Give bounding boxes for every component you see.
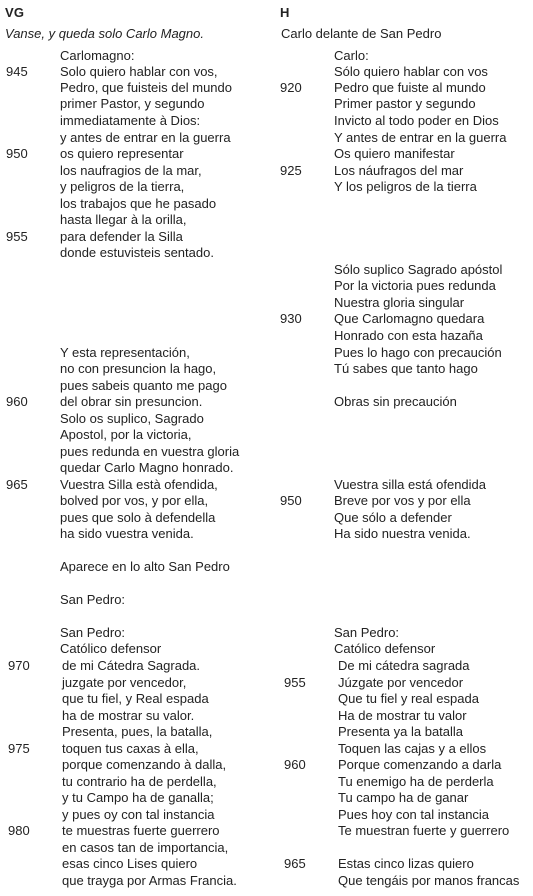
verse-line: San Pedro: — [60, 592, 126, 607]
verse-line: los trabajos que he pasado — [60, 196, 217, 211]
verse-line: Invicto al todo poder en Dios — [334, 113, 499, 128]
verse-line: San Pedro: — [334, 625, 400, 640]
verse-line: Y los peligros de la tierra — [334, 179, 477, 194]
verse-line: Carlomagno: — [60, 48, 135, 63]
verse-line: San Pedro: — [60, 625, 126, 640]
verse-line: Que sólo a defender — [334, 510, 452, 525]
line-number: 970 — [8, 658, 30, 673]
verse-line: esas cinco Lises quiero — [62, 856, 198, 871]
verse-line: Presenta, pues, la batalla, — [62, 724, 213, 739]
line-number: 955 — [6, 229, 28, 244]
verse-line: bolved por vos, y por ella, — [60, 493, 209, 508]
line-number: 960 — [284, 757, 306, 772]
verse-line: Que tengáis por manos francas — [338, 873, 520, 888]
verse-line: y tu Campo ha de ganalla; — [62, 790, 214, 805]
line-number: 950 — [6, 146, 28, 161]
verse-line: os quiero representar — [60, 146, 184, 161]
verse-line: y antes de entrar en la guerra — [60, 130, 231, 145]
verse-line: Júzgate por vencedor — [338, 675, 464, 690]
verse-line: Pedro que fuiste al mundo — [334, 80, 486, 95]
verse-line: Aparece en lo alto San Pedro — [60, 559, 230, 574]
verse-line: Porque comenzando a darla — [338, 757, 502, 772]
verse-line: tu contrario ha de perdella, — [62, 774, 217, 789]
verse-line: Os quiero manifestar — [334, 146, 455, 161]
stage-direction-h: Carlo delante de San Pedro — [281, 26, 442, 41]
verse-line: donde estuvisteis sentado. — [60, 245, 214, 260]
line-number: 920 — [280, 80, 302, 95]
verse-line: Católico defensor — [334, 641, 436, 656]
verse-line: los naufragios de la mar, — [60, 163, 202, 178]
verse-line: Pedro, que fuisteis del mundo — [60, 80, 232, 95]
verse-line: Sólo quiero hablar con vos — [334, 64, 488, 79]
verse-line: porque comenzando à dalla, — [62, 757, 227, 772]
verse-line: Presenta ya la batalla — [338, 724, 464, 739]
line-number: 945 — [6, 64, 28, 79]
verse-line: en casos tan de importancia, — [62, 840, 229, 855]
line-number: 980 — [8, 823, 30, 838]
verse-line: pues que solo à defendella — [60, 510, 216, 525]
verse-line: Carlo: — [334, 48, 369, 63]
verse-line: Ha de mostrar tu valor — [338, 708, 467, 723]
verse-line: pues redunda en vuestra gloria — [60, 444, 240, 459]
verse-line: ha de mostrar su valor. — [62, 708, 195, 723]
line-number: 955 — [284, 675, 306, 690]
verse-line: Católico defensor — [60, 641, 162, 656]
verse-line: para defender la Silla — [60, 229, 183, 244]
verse-line: Honrado con esta hazaña — [334, 328, 483, 343]
verse-line: Pues hoy con tal instancia — [338, 807, 490, 822]
verse-line: Tu enemigo ha de perderla — [338, 774, 494, 789]
verse-line: del obrar sin presuncion. — [60, 394, 203, 409]
line-number: 930 — [280, 311, 302, 326]
verse-line: Solo quiero hablar con vos, — [60, 64, 218, 79]
verse-line: Primer pastor y segundo — [334, 96, 476, 111]
verse-line: Vuestra silla está ofendida — [334, 477, 487, 492]
column-heading-h: H — [280, 5, 290, 20]
line-number: 950 — [280, 493, 302, 508]
verse-line: Tú sabes que tanto hago — [334, 361, 478, 376]
line-number: 925 — [280, 163, 302, 178]
verse-line: Nuestra gloria singular — [334, 295, 465, 310]
verse-line: Y esta representación, — [60, 345, 190, 360]
verse-line: toquen tus caxas à ella, — [62, 741, 199, 756]
verse-line: de mi Cátedra Sagrada. — [62, 658, 201, 673]
line-number: 965 — [284, 856, 306, 871]
verse-line: que tu fiel, y Real espada — [62, 691, 209, 706]
line-number: 965 — [6, 477, 28, 492]
verse-line: Estas cinco lizas quiero — [338, 856, 474, 871]
verse-line: Solo os suplico, Sagrado — [60, 411, 204, 426]
verse-line: Por la victoria pues redunda — [334, 278, 496, 293]
verse-line: Ha sido nuestra venida. — [334, 526, 471, 541]
verse-line: Sólo suplico Sagrado apóstol — [334, 262, 503, 277]
verse-line: Breve por vos y por ella — [334, 493, 471, 508]
verse-line: Te muestran fuerte y guerrero — [338, 823, 510, 838]
column-heading-vg: VG — [5, 5, 25, 20]
line-number: 975 — [8, 741, 30, 756]
verse-line: pues sabeis quanto me pago — [60, 378, 227, 393]
verse-line: Vuestra Silla està ofendida, — [60, 477, 218, 492]
verse-line: primer Pastor, y segundo — [60, 96, 205, 111]
verse-line: te muestras fuerte guerrero — [62, 823, 220, 838]
verse-line: Que Carlomagno quedara — [334, 311, 485, 326]
verse-line: De mi cátedra sagrada — [338, 658, 470, 673]
verse-line: hasta llegar à la orilla, — [60, 212, 187, 227]
verse-line: Toquen las cajas y a ellos — [338, 741, 487, 756]
verse-line: Tu campo ha de ganar — [338, 790, 469, 805]
verse-line: Los náufragos del mar — [334, 163, 464, 178]
verse-line: Apostol, por la victoria, — [60, 427, 192, 442]
verse-line: ha sido vuestra venida. — [60, 526, 194, 541]
verse-line: immediatamente à Dios: — [60, 113, 201, 128]
verse-line: Obras sin precaución — [334, 394, 457, 409]
verse-line: que trayga por Armas Francia. — [62, 873, 237, 888]
verse-line: y pues oy con tal instancia — [62, 807, 215, 822]
stage-direction-vg: Vanse, y queda solo Carlo Magno. — [5, 26, 204, 41]
verse-line: Que tu fiel y real espada — [338, 691, 479, 706]
verse-line: Y antes de entrar en la guerra — [334, 130, 507, 145]
verse-line: y peligros de la tierra, — [60, 179, 185, 194]
verse-line: Pues lo hago con precaución — [334, 345, 502, 360]
line-number: 960 — [6, 394, 28, 409]
verse-line: juzgate por vencedor, — [62, 675, 187, 690]
verse-line: quedar Carlo Magno honrado. — [60, 460, 234, 475]
verse-line: no con presuncion la hago, — [60, 361, 217, 376]
